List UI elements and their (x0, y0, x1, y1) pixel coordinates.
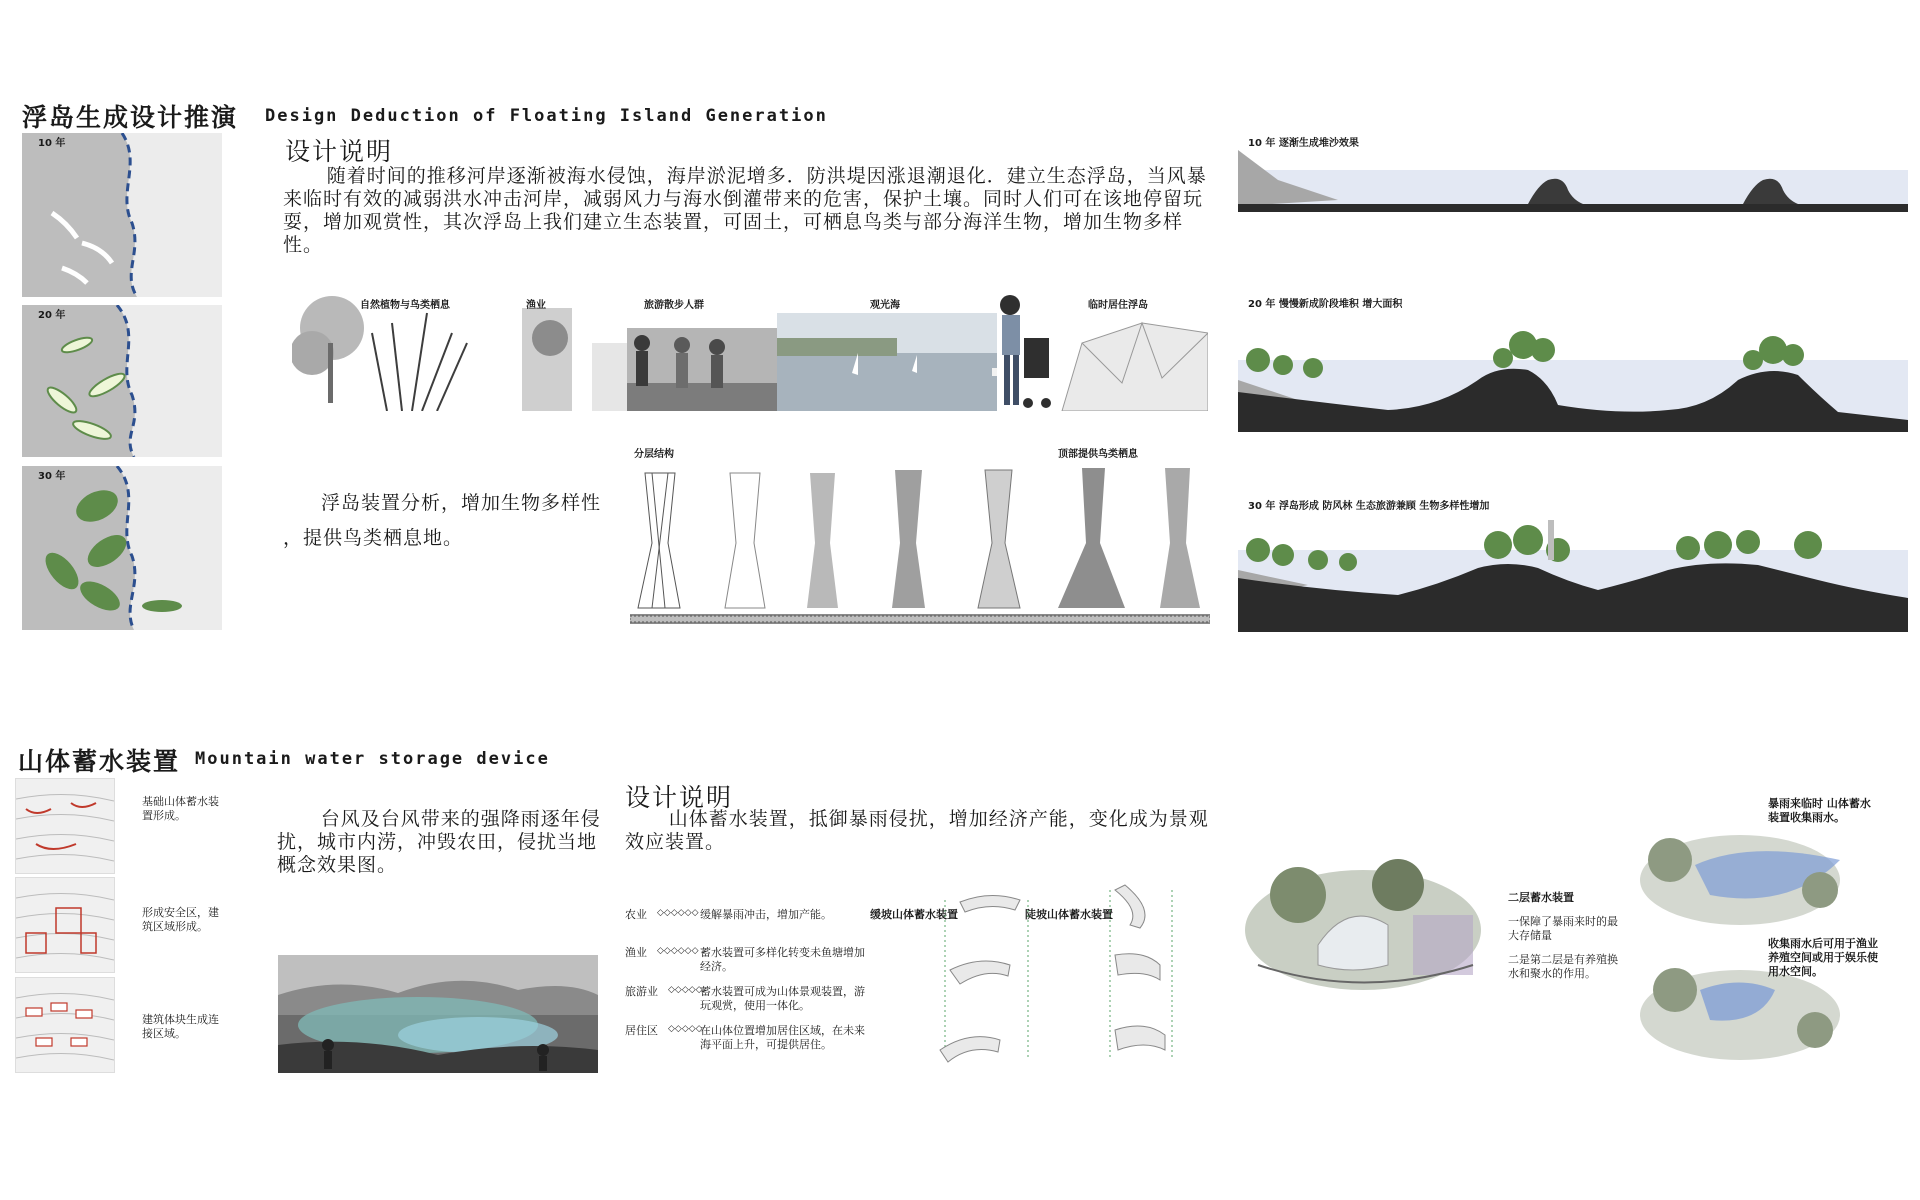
section-label-30yr: 30 年 浮岛形成 防风林 生态旅游兼顾 生物多样性增加 (1248, 501, 1490, 512)
map-10-years (22, 133, 222, 297)
photo-label: 自然植物与鸟类栖息 (360, 300, 450, 311)
step-text: 形成安全区，建筑区域形成。 (142, 906, 219, 933)
use-text: 缓解暴雨冲击，增加产能。 (700, 908, 832, 921)
device-label: 陡坡山体蓄水装置 (1025, 908, 1113, 921)
section2-title-cn: 山体蓄水装置 (18, 747, 181, 776)
s1-desc-text: 随着时间的推移河岸逐渐被海水侵蚀，海岸淤泥增多．防洪堤因涨退潮退化．建立生态浮岛，当风暴来临时有效的减弱洪水冲击河岸，减弱风力与海水倒灌带来的危害，保护土壤。同时人们可在该地停留玩耍，增加观赏性，其次浮岛上我们建立生态装置，可固土，可栖息鸟类与部分海洋生物，增加生物多样性。 (283, 165, 1207, 256)
map-year-label: 20 年 (38, 310, 66, 321)
device-label: 分层结构 (634, 449, 674, 460)
s2-desc-text: 山体蓄水装置，抵御暴雨侵扰，增加经济产能，变化成为景观效应装置。 (625, 808, 1209, 853)
section1-title-cn: 浮岛生成设计推演 (22, 103, 239, 132)
device-towers-diagram (630, 458, 1210, 628)
section2-title-en: Mountain water storage device (195, 749, 550, 769)
use-key: 农业 (625, 908, 647, 921)
device-analysis-text: 浮岛装置分析，增加生物多样性 ，提供鸟类栖息地。 (283, 492, 602, 549)
step2-sketch (15, 877, 115, 973)
second-layer-line1: 一保障了暴雨来时的最大存储量 (1508, 915, 1618, 942)
use-text: 蓄水装置可成为山体景观装置，游玩观赏，使用一体化。 (700, 985, 865, 1012)
map-30-years (22, 466, 222, 630)
map-year-label: 30 年 (38, 471, 66, 482)
s1-desc-heading: 设计说明 (285, 137, 394, 166)
callout-text: 收集雨水后可用于渔业养殖空间或用于娱乐使用水空间。 (1768, 937, 1878, 978)
callout-text: 暴雨来临时 山体蓄水装置收集雨水。 (1768, 797, 1871, 824)
s2-intro-text: 台风及台风带来的强降雨逐年侵扰，城市内涝，冲毁农田，侵扰当地概念效果图。 (277, 808, 601, 876)
map-year-label: 10 年 (38, 138, 66, 149)
use-text: 在山体位置增加居住区域，在未来海平面上升，可提供居住。 (700, 1024, 865, 1051)
dots-icon: ◇◇◇◇◇◇ (657, 946, 699, 956)
section-label-10yr: 10 年 逐渐生成堆沙效果 (1248, 138, 1359, 149)
rain-collection-render (1640, 820, 1850, 930)
section-30-years (1238, 520, 1908, 632)
second-layer-title: 二层蓄水装置 (1508, 891, 1574, 904)
use-key: 渔业 (625, 946, 647, 959)
photo-label: 临时居住浮岛 (1088, 300, 1148, 311)
storage-device-diagram (930, 880, 1180, 1075)
section-label-20yr: 20 年 慢慢新成阶段堆积 增大面积 (1248, 299, 1403, 310)
section1-title-en: Design Deduction of Floating Island Generation (265, 106, 828, 126)
photo-label: 观光海 (870, 300, 900, 311)
section-10-years (1238, 150, 1908, 216)
step3-sketch (15, 977, 115, 1073)
device-label: 缓坡山体蓄水装置 (870, 908, 958, 921)
second-layer-render (1238, 855, 1488, 1000)
section-20-years (1238, 320, 1908, 432)
use-key: 旅游业 (625, 985, 658, 998)
photo-label: 旅游散步人群 (644, 300, 704, 311)
use-key: 居住区 (625, 1024, 658, 1037)
photo-label: 渔业 (526, 300, 546, 311)
step-text: 基础山体蓄水装置形成。 (142, 795, 219, 822)
device-label: 顶部提供鸟类栖息 (1058, 449, 1138, 460)
step1-sketch (15, 778, 115, 874)
dots-icon: ◇◇◇◇◇◇ (657, 908, 699, 918)
use-text: 蓄水装置可多样化转变未鱼塘增加经济。 (700, 946, 865, 973)
map-20-years (22, 305, 222, 457)
dots-icon: ◇◇◇◇◇ (668, 985, 703, 995)
dots-icon: ◇◇◇◇◇ (668, 1024, 703, 1034)
s2-desc-heading: 设计说明 (625, 783, 734, 812)
second-layer-line2: 二是第二层是有养殖换水和聚水的作用。 (1508, 953, 1618, 980)
step-text: 建筑体块生成连接区域。 (142, 1013, 219, 1040)
flood-concept-image (278, 955, 598, 1073)
